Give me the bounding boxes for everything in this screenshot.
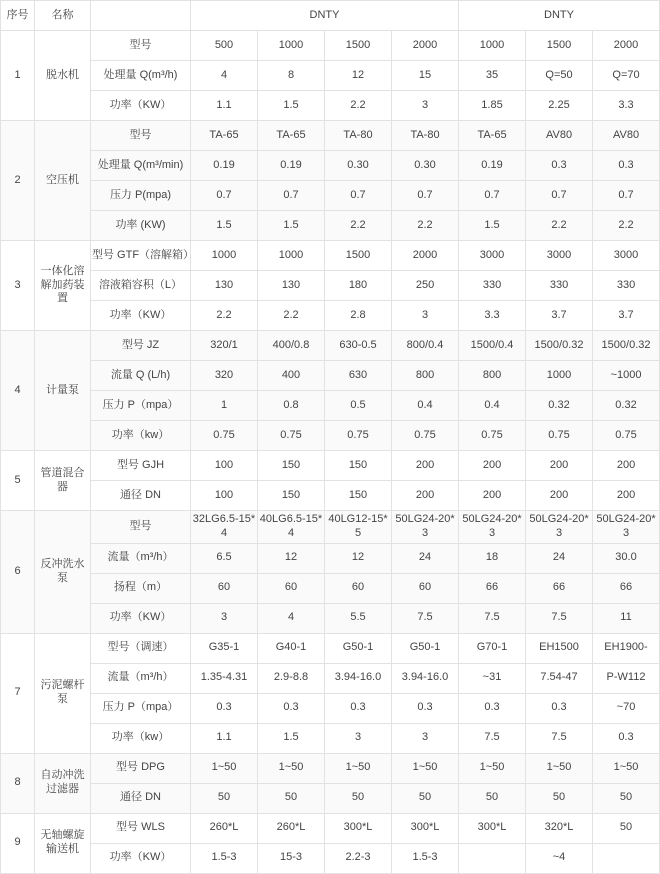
parameter-value: 1000 bbox=[258, 31, 325, 61]
parameter-value: 0.3 bbox=[392, 693, 459, 723]
table-row bbox=[1, 843, 660, 873]
parameter-value: 0.3 bbox=[526, 151, 593, 181]
row-sequence: 8 bbox=[1, 753, 35, 813]
parameter-value: 200 bbox=[392, 451, 459, 481]
parameter-value: 0.8 bbox=[258, 391, 325, 421]
parameter-value: 320*L bbox=[526, 813, 593, 843]
parameter-value: 1500/0.4 bbox=[459, 331, 526, 361]
parameter-value: 0.75 bbox=[593, 421, 660, 451]
parameter-value: 300*L bbox=[459, 813, 526, 843]
parameter-value: 1.5-3 bbox=[191, 843, 258, 873]
parameter-value: 0.7 bbox=[258, 181, 325, 211]
parameter-value: 200 bbox=[459, 451, 526, 481]
parameter-value: 15 bbox=[392, 61, 459, 91]
parameter-label: 功率 (KW) bbox=[91, 211, 191, 241]
parameter-value: AV80 bbox=[526, 121, 593, 151]
parameter-value: 3000 bbox=[459, 241, 526, 271]
table-header bbox=[1, 1, 660, 31]
parameter-value: 7.5 bbox=[392, 603, 459, 633]
table-row bbox=[1, 663, 660, 693]
parameter-value: 60 bbox=[258, 573, 325, 603]
row-sequence: 7 bbox=[1, 633, 35, 753]
parameter-value: G50-1 bbox=[392, 633, 459, 663]
table-row bbox=[1, 633, 660, 663]
table-row bbox=[1, 31, 660, 61]
parameter-label: 型号（调速） bbox=[91, 633, 191, 663]
parameter-value: 60 bbox=[392, 573, 459, 603]
parameter-value: 66 bbox=[526, 573, 593, 603]
table-row bbox=[1, 271, 660, 301]
parameter-value: 260*L bbox=[191, 813, 258, 843]
equipment-name: 无轴螺旋输送机 bbox=[35, 813, 91, 873]
table-row bbox=[1, 813, 660, 843]
parameter-value: AV80 bbox=[593, 121, 660, 151]
parameter-value: TA-65 bbox=[459, 121, 526, 151]
parameter-value: 3.7 bbox=[593, 301, 660, 331]
parameter-value: 150 bbox=[325, 481, 392, 511]
parameter-value: 15-3 bbox=[258, 843, 325, 873]
parameter-value: 0.3 bbox=[258, 693, 325, 723]
table-row bbox=[1, 61, 660, 91]
parameter-label: 型号 bbox=[91, 31, 191, 61]
parameter-value: 130 bbox=[191, 271, 258, 301]
parameter-value: 0.7 bbox=[325, 181, 392, 211]
table-row bbox=[1, 181, 660, 211]
parameter-value: 1500 bbox=[526, 31, 593, 61]
parameter-value: 1.5 bbox=[191, 211, 258, 241]
parameter-label: 扬程（m） bbox=[91, 573, 191, 603]
parameter-value: 2.25 bbox=[526, 91, 593, 121]
parameter-value: 3 bbox=[392, 91, 459, 121]
parameter-value: 150 bbox=[258, 481, 325, 511]
parameter-value: 0.3 bbox=[459, 693, 526, 723]
parameter-value: 330 bbox=[526, 271, 593, 301]
parameter-value: TA-65 bbox=[258, 121, 325, 151]
parameter-label: 流量（m³/h） bbox=[91, 663, 191, 693]
parameter-label: 型号 DPG bbox=[91, 753, 191, 783]
table-row bbox=[1, 421, 660, 451]
parameter-label: 压力 P（mpa） bbox=[91, 391, 191, 421]
parameter-value: 24 bbox=[526, 543, 593, 573]
parameter-value: 1~50 bbox=[258, 753, 325, 783]
parameter-value: ~1000 bbox=[593, 361, 660, 391]
parameter-value: 1~50 bbox=[526, 753, 593, 783]
parameter-value: EH1900- bbox=[593, 633, 660, 663]
parameter-label: 溶液箱容积（L） bbox=[91, 271, 191, 301]
parameter-value: 0.3 bbox=[593, 151, 660, 181]
parameter-value: 50 bbox=[459, 783, 526, 813]
parameter-value: 800/0.4 bbox=[392, 331, 459, 361]
parameter-label: 型号 GTF（溶解箱） bbox=[91, 241, 191, 271]
parameter-value: 2000 bbox=[392, 31, 459, 61]
table-body bbox=[1, 31, 660, 874]
parameter-value: 2.2 bbox=[392, 211, 459, 241]
table-row bbox=[1, 693, 660, 723]
parameter-value: 50 bbox=[258, 783, 325, 813]
parameter-label: 流量（m³/h） bbox=[91, 543, 191, 573]
parameter-value: 60 bbox=[191, 573, 258, 603]
parameter-value: G40-1 bbox=[258, 633, 325, 663]
table-row bbox=[1, 361, 660, 391]
parameter-value: 35 bbox=[459, 61, 526, 91]
parameter-value: 200 bbox=[593, 481, 660, 511]
parameter-value: 50 bbox=[191, 783, 258, 813]
parameter-value: 4 bbox=[191, 61, 258, 91]
parameter-value: 40LG6.5-15*4 bbox=[258, 511, 325, 544]
parameter-value: 2000 bbox=[593, 31, 660, 61]
parameter-value: 0.3 bbox=[526, 693, 593, 723]
parameter-value: 50 bbox=[392, 783, 459, 813]
parameter-value: 12 bbox=[325, 61, 392, 91]
equipment-name: 空压机 bbox=[35, 121, 91, 241]
table-row bbox=[1, 391, 660, 421]
parameter-label: 通径 DN bbox=[91, 783, 191, 813]
parameter-value: 0.7 bbox=[459, 181, 526, 211]
parameter-value: 50 bbox=[526, 783, 593, 813]
header-item bbox=[91, 1, 191, 31]
parameter-value: 1.5-3 bbox=[392, 843, 459, 873]
parameter-value: 200 bbox=[526, 481, 593, 511]
parameter-value: 800 bbox=[459, 361, 526, 391]
parameter-value: 50LG24-20*3 bbox=[593, 511, 660, 544]
table-row bbox=[1, 211, 660, 241]
parameter-value: 5.5 bbox=[325, 603, 392, 633]
parameter-value: 0.19 bbox=[459, 151, 526, 181]
parameter-value: 0.3 bbox=[593, 723, 660, 753]
parameter-value: 800 bbox=[392, 361, 459, 391]
parameter-value: 0.7 bbox=[392, 181, 459, 211]
parameter-label: 通径 DN bbox=[91, 481, 191, 511]
parameter-value: 3.3 bbox=[593, 91, 660, 121]
parameter-value: 7.54-47 bbox=[526, 663, 593, 693]
equipment-name: 自动冲洗过滤器 bbox=[35, 753, 91, 813]
table-row bbox=[1, 723, 660, 753]
parameter-value: G35-1 bbox=[191, 633, 258, 663]
parameter-value: 1.1 bbox=[191, 723, 258, 753]
parameter-value: 150 bbox=[325, 451, 392, 481]
table-row bbox=[1, 783, 660, 813]
parameter-value: P-W112 bbox=[593, 663, 660, 693]
parameter-value: 2.2 bbox=[593, 211, 660, 241]
parameter-value: 1000 bbox=[258, 241, 325, 271]
parameter-value: 1500 bbox=[325, 31, 392, 61]
parameter-value: 2.2 bbox=[325, 91, 392, 121]
parameter-value: 66 bbox=[459, 573, 526, 603]
parameter-value: 250 bbox=[392, 271, 459, 301]
parameter-value: 12 bbox=[325, 543, 392, 573]
parameter-value: 2.2 bbox=[325, 211, 392, 241]
parameter-value: 2.2-3 bbox=[325, 843, 392, 873]
parameter-value: 2000 bbox=[392, 241, 459, 271]
parameter-label: 处理量 Q(m³/min) bbox=[91, 151, 191, 181]
parameter-value: 1500/0.32 bbox=[593, 331, 660, 361]
parameter-label: 功率（KW） bbox=[91, 843, 191, 873]
parameter-value: 0.75 bbox=[526, 421, 593, 451]
parameter-value: 50 bbox=[593, 783, 660, 813]
parameter-value: 7.5 bbox=[526, 603, 593, 633]
table-row bbox=[1, 753, 660, 783]
equipment-name: 污泥螺杆泵 bbox=[35, 633, 91, 753]
parameter-value: 1 bbox=[191, 391, 258, 421]
parameter-value: 200 bbox=[459, 481, 526, 511]
parameter-label: 功率（KW） bbox=[91, 91, 191, 121]
table-row bbox=[1, 301, 660, 331]
parameter-value: 3.94-16.0 bbox=[325, 663, 392, 693]
parameter-value: 630 bbox=[325, 361, 392, 391]
parameter-value: Q=50 bbox=[526, 61, 593, 91]
row-sequence: 4 bbox=[1, 331, 35, 451]
parameter-value: 400/0.8 bbox=[258, 331, 325, 361]
parameter-value: 3.94-16.0 bbox=[392, 663, 459, 693]
parameter-value: 300*L bbox=[325, 813, 392, 843]
equipment-name: 反冲洗水泵 bbox=[35, 511, 91, 634]
parameter-value: 150 bbox=[258, 451, 325, 481]
parameter-value: 0.4 bbox=[392, 391, 459, 421]
parameter-value: 3.3 bbox=[459, 301, 526, 331]
parameter-value: 100 bbox=[191, 481, 258, 511]
header-group-left: DNTY bbox=[191, 1, 459, 31]
parameter-value: 3000 bbox=[593, 241, 660, 271]
parameter-value: 12 bbox=[258, 543, 325, 573]
parameter-value: 200 bbox=[526, 451, 593, 481]
header-group-right: DNTY bbox=[459, 1, 660, 31]
parameter-label: 型号 GJH bbox=[91, 451, 191, 481]
parameter-value: 2.2 bbox=[526, 211, 593, 241]
parameter-value: TA-65 bbox=[191, 121, 258, 151]
parameter-label: 流量 Q (L/h) bbox=[91, 361, 191, 391]
parameter-value: 1~50 bbox=[392, 753, 459, 783]
parameter-value: 200 bbox=[593, 451, 660, 481]
header-row bbox=[1, 1, 660, 31]
parameter-value: 1~50 bbox=[459, 753, 526, 783]
parameter-value: 2.9-8.8 bbox=[258, 663, 325, 693]
parameter-value: 330 bbox=[593, 271, 660, 301]
parameter-value: TA-80 bbox=[325, 121, 392, 151]
parameter-value: 0.5 bbox=[325, 391, 392, 421]
parameter-value: 0.75 bbox=[191, 421, 258, 451]
parameter-value: 4 bbox=[258, 603, 325, 633]
parameter-label: 型号 bbox=[91, 511, 191, 544]
row-sequence: 2 bbox=[1, 121, 35, 241]
equipment-name: 一体化溶解加药装置 bbox=[35, 241, 91, 331]
equipment-name: 管道混合器 bbox=[35, 451, 91, 511]
table-row bbox=[1, 481, 660, 511]
parameter-value: 630-0.5 bbox=[325, 331, 392, 361]
parameter-value: 1~50 bbox=[325, 753, 392, 783]
row-sequence: 6 bbox=[1, 511, 35, 634]
parameter-value: 300*L bbox=[392, 813, 459, 843]
parameter-value: 24 bbox=[392, 543, 459, 573]
parameter-value: 1.5 bbox=[258, 91, 325, 121]
parameter-value: 60 bbox=[325, 573, 392, 603]
parameter-value: G70-1 bbox=[459, 633, 526, 663]
parameter-value: 50 bbox=[325, 783, 392, 813]
parameter-label: 功率（KW） bbox=[91, 603, 191, 633]
parameter-value: 100 bbox=[191, 451, 258, 481]
parameter-value: 50LG24-20*3 bbox=[459, 511, 526, 544]
header-name: 名称 bbox=[35, 1, 91, 31]
parameter-value: 2.8 bbox=[325, 301, 392, 331]
parameter-value: 3 bbox=[392, 301, 459, 331]
parameter-value: 2.2 bbox=[191, 301, 258, 331]
parameter-value: Q=70 bbox=[593, 61, 660, 91]
parameter-value: 1.5 bbox=[258, 211, 325, 241]
table-row bbox=[1, 451, 660, 481]
parameter-label: 型号 WLS bbox=[91, 813, 191, 843]
parameter-value: 7.5 bbox=[459, 723, 526, 753]
table-row bbox=[1, 121, 660, 151]
parameter-value: 3.7 bbox=[526, 301, 593, 331]
parameter-value: 1~50 bbox=[593, 753, 660, 783]
parameter-value: 32LG6.5-15*4 bbox=[191, 511, 258, 544]
parameter-value: 0.3 bbox=[325, 693, 392, 723]
table-row bbox=[1, 241, 660, 271]
parameter-value: 0.19 bbox=[258, 151, 325, 181]
parameter-value: 1000 bbox=[526, 361, 593, 391]
parameter-value: 1500/0.32 bbox=[526, 331, 593, 361]
parameter-value: 7.5 bbox=[526, 723, 593, 753]
parameter-value: 0.7 bbox=[593, 181, 660, 211]
parameter-value: 0.4 bbox=[459, 391, 526, 421]
parameter-value: 50LG24-20*3 bbox=[526, 511, 593, 544]
parameter-value: 8 bbox=[258, 61, 325, 91]
parameter-value: 3 bbox=[392, 723, 459, 753]
parameter-label: 功率（kw） bbox=[91, 421, 191, 451]
parameter-value: 1~50 bbox=[191, 753, 258, 783]
parameter-value: 1.5 bbox=[459, 211, 526, 241]
parameter-value: 66 bbox=[593, 573, 660, 603]
parameter-value: 1000 bbox=[459, 31, 526, 61]
parameter-value bbox=[593, 843, 660, 873]
parameter-value: 0.75 bbox=[392, 421, 459, 451]
parameter-value: 6.5 bbox=[191, 543, 258, 573]
parameter-value: 0.30 bbox=[392, 151, 459, 181]
parameter-value: 1.35-4.31 bbox=[191, 663, 258, 693]
parameter-value: 3000 bbox=[526, 241, 593, 271]
parameter-value: 1.1 bbox=[191, 91, 258, 121]
parameter-value: 0.7 bbox=[526, 181, 593, 211]
parameter-value: 200 bbox=[392, 481, 459, 511]
parameter-value: 260*L bbox=[258, 813, 325, 843]
parameter-value: 320/1 bbox=[191, 331, 258, 361]
table-row bbox=[1, 511, 660, 544]
parameter-value: ~70 bbox=[593, 693, 660, 723]
parameter-value: 18 bbox=[459, 543, 526, 573]
parameter-label: 压力 P(mpa) bbox=[91, 181, 191, 211]
parameter-value: 3 bbox=[191, 603, 258, 633]
parameter-label: 压力 P（mpa） bbox=[91, 693, 191, 723]
equipment-name: 脱水机 bbox=[35, 31, 91, 121]
parameter-value: 30.0 bbox=[593, 543, 660, 573]
parameter-value: 11 bbox=[593, 603, 660, 633]
row-sequence: 9 bbox=[1, 813, 35, 873]
parameter-value: 50 bbox=[593, 813, 660, 843]
parameter-value: 0.75 bbox=[258, 421, 325, 451]
parameter-value: 1500 bbox=[325, 241, 392, 271]
row-sequence: 5 bbox=[1, 451, 35, 511]
parameter-value: 50LG24-20*3 bbox=[392, 511, 459, 544]
parameter-label: 型号 JZ bbox=[91, 331, 191, 361]
row-sequence: 3 bbox=[1, 241, 35, 331]
parameter-value: 0.32 bbox=[593, 391, 660, 421]
parameter-value: 3 bbox=[325, 723, 392, 753]
parameter-label: 型号 bbox=[91, 121, 191, 151]
parameter-value bbox=[459, 843, 526, 873]
parameter-value: 40LG12-15*5 bbox=[325, 511, 392, 544]
parameter-value: 130 bbox=[258, 271, 325, 301]
parameter-value: G50-1 bbox=[325, 633, 392, 663]
parameter-value: EH1500 bbox=[526, 633, 593, 663]
table-row bbox=[1, 91, 660, 121]
parameter-label: 处理量 Q(m³/h) bbox=[91, 61, 191, 91]
parameter-value: 320 bbox=[191, 361, 258, 391]
parameter-value: 0.7 bbox=[191, 181, 258, 211]
parameter-value: 180 bbox=[325, 271, 392, 301]
parameter-value: 1.85 bbox=[459, 91, 526, 121]
parameter-value: 0.30 bbox=[325, 151, 392, 181]
table-row bbox=[1, 603, 660, 633]
parameter-value: 330 bbox=[459, 271, 526, 301]
table-row bbox=[1, 573, 660, 603]
parameter-value: 2.2 bbox=[258, 301, 325, 331]
parameter-value: 0.75 bbox=[325, 421, 392, 451]
header-seq: 序号 bbox=[1, 1, 35, 31]
parameter-value: 1000 bbox=[191, 241, 258, 271]
equipment-name: 计量泵 bbox=[35, 331, 91, 451]
table-row bbox=[1, 331, 660, 361]
parameter-value: ~4 bbox=[526, 843, 593, 873]
parameter-value: 0.19 bbox=[191, 151, 258, 181]
parameter-value: 0.75 bbox=[459, 421, 526, 451]
parameter-value: 400 bbox=[258, 361, 325, 391]
parameter-value: TA-80 bbox=[392, 121, 459, 151]
parameter-value: 7.5 bbox=[459, 603, 526, 633]
row-sequence: 1 bbox=[1, 31, 35, 121]
parameter-value: 0.3 bbox=[191, 693, 258, 723]
parameter-value: 0.32 bbox=[526, 391, 593, 421]
parameter-value: ~31 bbox=[459, 663, 526, 693]
parameter-label: 功率（KW） bbox=[91, 301, 191, 331]
table-row bbox=[1, 543, 660, 573]
parameter-value: 1.5 bbox=[258, 723, 325, 753]
parameter-value: 500 bbox=[191, 31, 258, 61]
parameter-label: 功率（kw） bbox=[91, 723, 191, 753]
table-row bbox=[1, 151, 660, 181]
